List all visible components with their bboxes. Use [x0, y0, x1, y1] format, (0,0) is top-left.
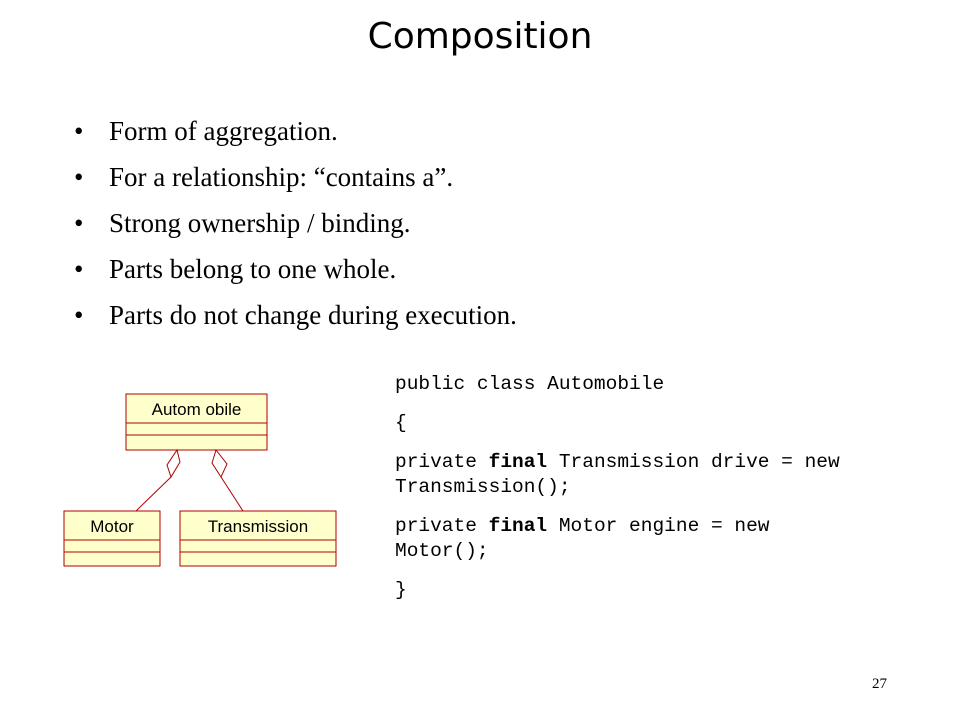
uml-class-transmission: [180, 511, 336, 566]
slide-title: Composition: [367, 16, 593, 57]
uml-class-automobile: [126, 394, 267, 450]
association-line: [136, 477, 171, 511]
code-line: }: [395, 579, 407, 601]
bullet-dot: •: [74, 208, 84, 238]
code-token: private: [395, 515, 489, 537]
bullet-text: Strong ownership / binding.: [109, 208, 411, 238]
code-line: {: [395, 412, 407, 434]
uml-class-motor: [64, 511, 160, 566]
bullet-dot: •: [74, 254, 84, 284]
class-name-motor: Motor: [90, 517, 134, 536]
bullet-text: Form of aggregation.: [109, 116, 338, 146]
code-line: [395, 514, 955, 539]
composition-link-motor: [136, 450, 180, 511]
bullet-text: For a relationship: “contains a”.: [109, 162, 454, 192]
code-keyword: final: [488, 451, 548, 473]
code-token: Transmission drive = new: [547, 451, 840, 473]
code-token: Motor engine = new: [547, 515, 770, 537]
bullet-dot: •: [74, 162, 84, 192]
association-line: [221, 477, 243, 511]
composition-diamond-icon: [212, 450, 227, 477]
bullet-dot: •: [74, 116, 84, 146]
code-line: public class Automobile: [395, 373, 665, 395]
code-listing: [395, 372, 955, 603]
bullet-text: Parts do not change during execution.: [109, 300, 517, 330]
code-token: private: [395, 451, 489, 473]
code-keyword: final: [488, 515, 548, 537]
class-name-automobile: Autom obile: [151, 400, 242, 419]
bullet-text: Parts belong to one whole.: [109, 254, 397, 284]
bullet-dot: •: [74, 300, 84, 330]
class-name-transmission: Transmission: [207, 517, 309, 536]
code-line: Transmission();: [395, 476, 571, 498]
page-number: 27: [872, 676, 887, 692]
composition-diamond-icon: [167, 450, 180, 477]
composition-link-transmission: [212, 450, 243, 511]
code-line: Motor();: [395, 540, 489, 562]
code-line: [395, 450, 955, 475]
